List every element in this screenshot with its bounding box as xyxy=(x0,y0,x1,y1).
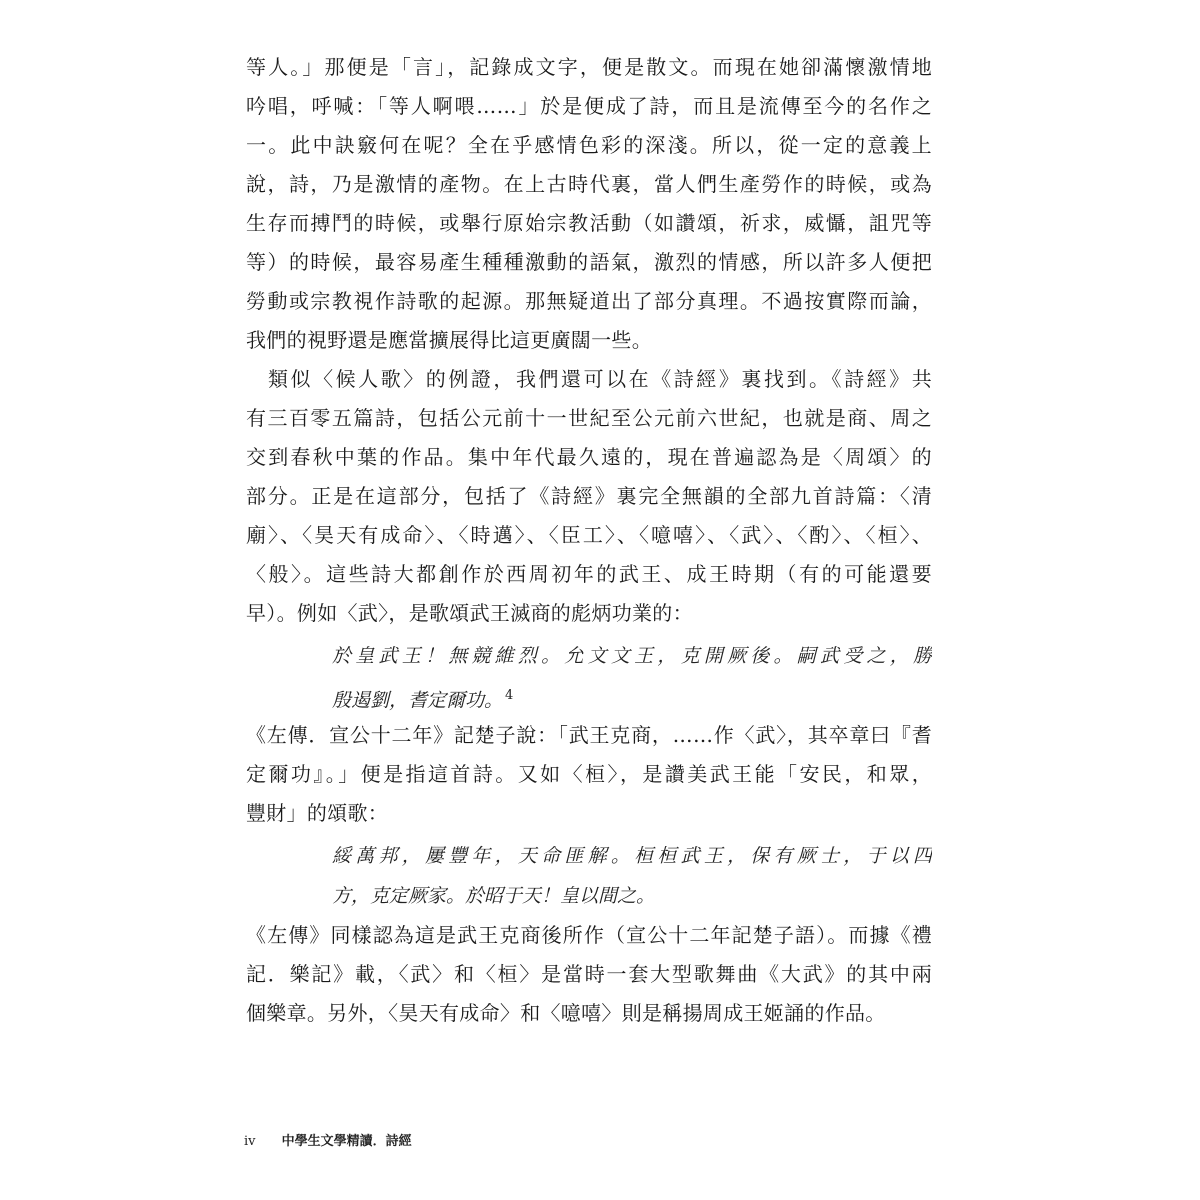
text-line: 生存而搏鬥的時候，或舉行原始宗教活動（如讚頌，祈求，威懾，詛咒等 xyxy=(246,211,932,235)
paragraph-4 xyxy=(246,916,932,1033)
text-line: 說，詩，乃是激情的產物。在上古時代裏，當人們生產勞作的時候，或為 xyxy=(246,172,932,196)
text-line: 我們的視野還是應當擴展得比這更廣闊一些。 xyxy=(246,328,652,352)
footnote-marker[interactable]: 4 xyxy=(505,688,514,703)
paragraph-2 xyxy=(246,360,932,633)
quote-wu xyxy=(246,636,932,716)
page-number: iv xyxy=(244,1134,256,1149)
text-line: 部分。正是在這部分，包括了《詩經》裏完全無韻的全部九首詩篇：〈清 xyxy=(246,484,932,508)
quote-line: 於皇武王！無競維烈。允文文王，克開厥後。嗣武受之，勝 xyxy=(332,645,932,667)
text-line: 記．樂記》載，〈武〉和〈桓〉是當時一套大型歌舞曲《大武》的其中兩 xyxy=(246,962,932,986)
text-line: 定爾功』。」便是指這首詩。又如〈桓〉，是讚美武王能「安民，和眾， xyxy=(246,762,932,786)
page-footer xyxy=(244,1131,412,1153)
quote-line-text: 殷遏劉，耆定爾功。 xyxy=(332,689,504,712)
text-line: 吟唱，呼喊：「等人啊喂……」於是便成了詩，而且是流傳至今的名作之 xyxy=(246,94,932,118)
quote-line xyxy=(332,676,932,716)
text-line: 類似〈候人歌〉的例證，我們還可以在《詩經》裏找到。《詩經》共 xyxy=(268,367,932,391)
text-line: 等人。」那便是「言」，記錄成文字，便是散文。而現在她卻滿懷激情地 xyxy=(246,55,932,79)
text-line: 《左傳．宣公十二年》記楚子說：「武王克商，……作〈武〉，其卒章曰『耆 xyxy=(246,723,932,747)
text-line: 早）。例如〈武〉，是歌頌武王滅商的彪炳功業的： xyxy=(246,601,693,625)
paragraph-1 xyxy=(246,48,932,360)
text-line: 《左傳》同樣認為這是武王克商後所作（宣公十二年記楚子語）。而據《禮 xyxy=(246,923,932,947)
paragraph-3 xyxy=(246,716,932,833)
text-line: 〈般〉。這些詩大都創作於西周初年的武王、成王時期（有的可能還要 xyxy=(246,562,932,586)
quote-huan xyxy=(246,836,932,916)
text-line: 交到春秋中葉的作品。集中年代最久遠的，現在普遍認為是〈周頌〉的 xyxy=(246,445,932,469)
text-line: 個樂章。另外，〈昊天有成命〉和〈噫嘻〉則是稱揚周成王姬誦的作品。 xyxy=(246,1001,886,1025)
text-line: 豐財」的頌歌： xyxy=(246,801,389,825)
text-line: 勞動或宗教視作詩歌的起源。那無疑道出了部分真理。不過按實際而論， xyxy=(246,289,932,313)
text-line: 有三百零五篇詩，包括公元前十一世紀至公元前六世紀，也就是商、周之 xyxy=(246,406,932,430)
quote-line: 綏萬邦，屢豐年，天命匪解。桓桓武王，保有厥士，于以四 xyxy=(332,845,932,867)
quote-line: 方，克定厥家。於昭于天！皇以間之。 xyxy=(332,885,656,907)
main-text xyxy=(246,48,932,1033)
text-line: 等）的時候，最容易產生種種激動的語氣，激烈的情感，所以許多人便把 xyxy=(246,250,932,274)
text-line: 一。此中訣竅何在呢？全在乎感情色彩的深淺。所以，從一定的意義上 xyxy=(246,133,932,157)
running-title: 中學生文學精讀．詩經 xyxy=(281,1134,412,1149)
text-line: 廟〉、〈昊天有成命〉、〈時邁〉、〈臣工〉、〈噫嘻〉、〈武〉、〈酌〉、〈桓〉、 xyxy=(246,523,932,547)
